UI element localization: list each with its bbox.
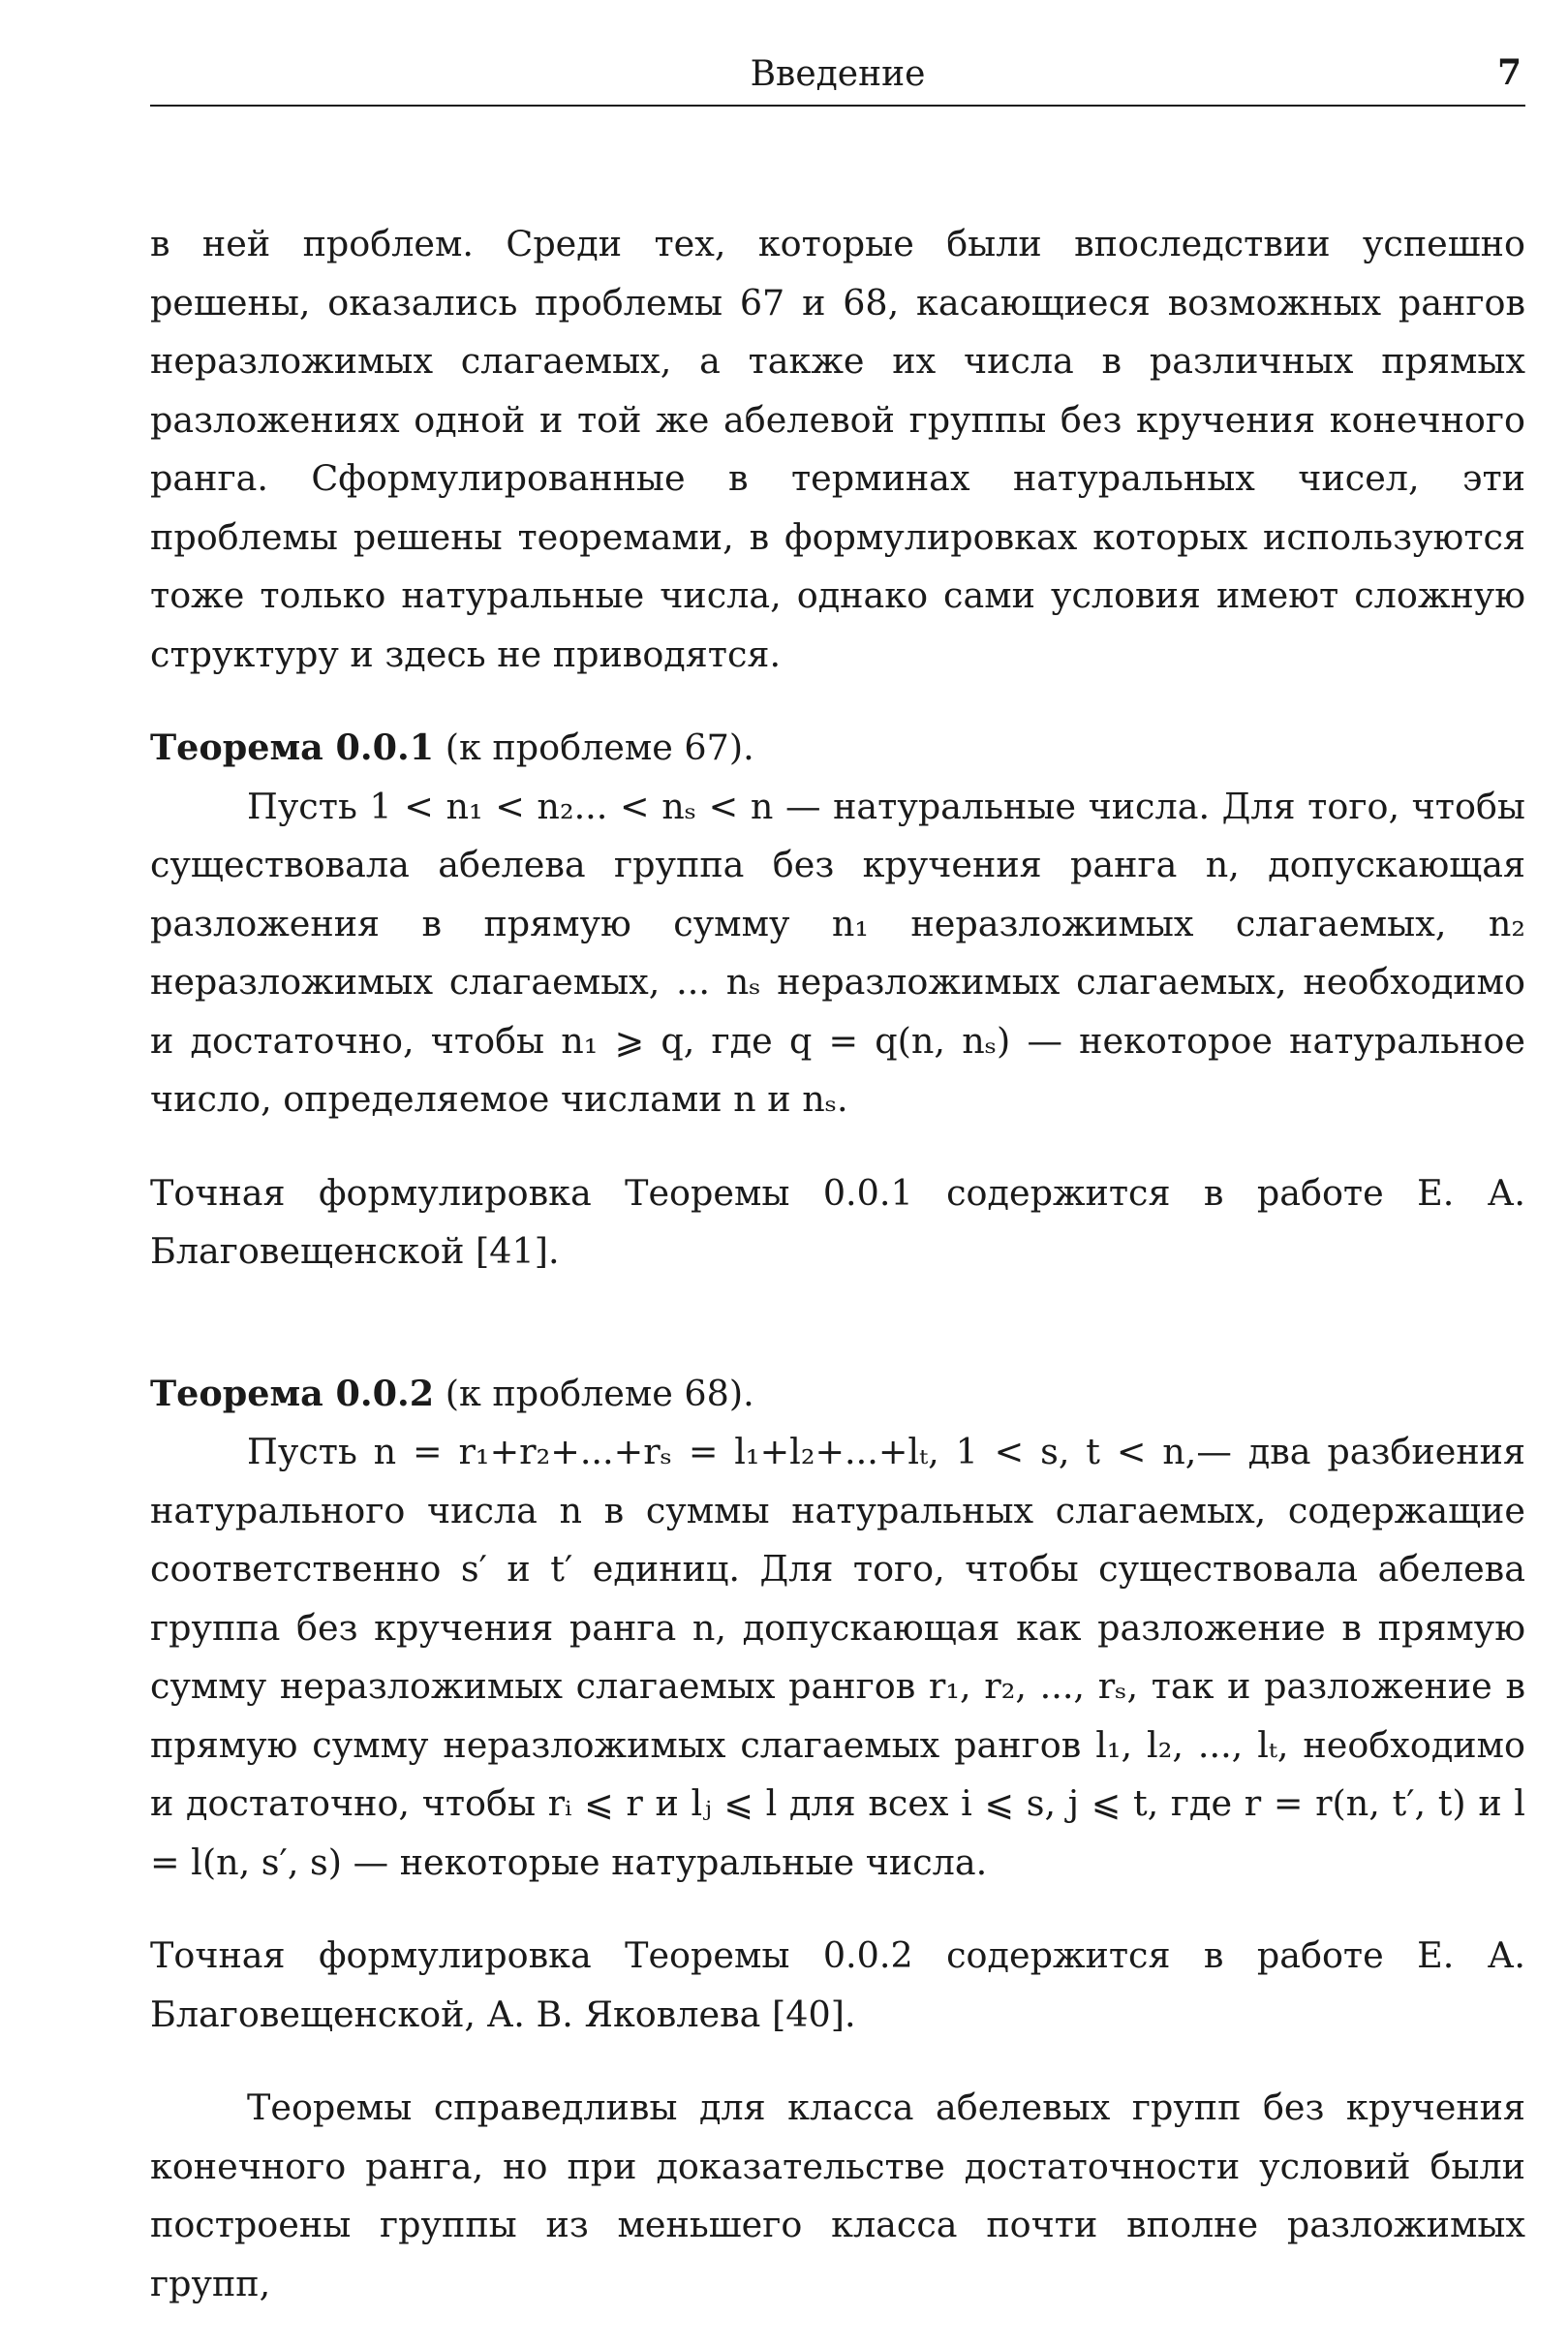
theorem-1-body: Пусть 1 < n₁ < n₂... < nₛ < n — натуральные числа. Для того, чтобы существовала абелева группа без кручения ранга n, допускающая разложения в прямую сумму n₁ неразложимых слагаемых, n₂ неразложимых слагаемых, ... nₛ неразложимых слагаемых, необходимо и достаточно, чтобы n₁ ⩾ q, где q = q(n, nₛ) — некоторое натуральное число, определяемое числами n и nₛ. [150,785,1525,1120]
closing-paragraph: Теоремы справедливы для класса абелевых групп без кручения конечного ранга, но при доказательстве достаточности условий были построены группы из меньшего класса почти вполне разложимых групп, [150,2086,1525,2304]
theorem-1-note: (к проблеме 67). [445,726,754,768]
theorem-1-reference: Точная формулировка Теоремы 0.0.1 содержится в работе Е. А. Благовещенской [41]. [150,1171,1525,1272]
page-number: 7 [1496,52,1522,93]
theorem-1-heading [150,719,1525,778]
theorem-2-note: (к проблеме 68). [445,1372,754,1414]
theorem-2-body: Пусть n = r₁+r₂+...+rₛ = l₁+l₂+...+lₜ, 1 < s, t < n,— два разбиения натурального числа n в суммы натуральных слагаемых, содержащие соответственно s′ и t′ единиц. Для того, чтобы существовала абелева группа без кручения ранга n, допускающая как разложение в прямую сумму неразложимых слагаемых рангов r₁, r₂, ..., rₛ, так и разложение в прямую сумму неразложимых слагаемых рангов l₁, l₂, ..., lₜ, необходимо и достаточно, чтобы rᵢ ⩽ r и lⱼ ⩽ l для всех i ⩽ s, j ⩽ t, где r = r(n, t′, t) и l = l(n, s′, s) — некоторые натуральные числа. [150,1431,1525,1883]
theorem-2-heading [150,1365,1525,1424]
page [150,48,1525,2313]
theorem-2-label: Теорема 0.0.2 [150,1372,435,1414]
running-header [150,48,1525,107]
theorem-1-label: Теорема 0.0.1 [150,726,435,768]
intro-paragraph: в ней проблем. Среди тех, которые были впоследствии успешно решены, оказались проблемы 67 и 68, касающиеся возможных рангов неразложимых слагаемых, а также их числа в различных прямых разложениях одной и той же абелевой группы без кручения конечного ранга. Сформулированные в терминах натуральных чисел, эти проблемы решены теоремами, в формулировках которых используются тоже только натуральные числа, однако сами условия имеют сложную структуру и здесь не приводятся. [150,223,1525,675]
theorem-2-reference: Точная формулировка Теоремы 0.0.2 содержится в работе Е. А. Благовещенской, А. В. Яковлева [40]. [150,1934,1525,2035]
chapter-title: Введение [750,54,926,94]
